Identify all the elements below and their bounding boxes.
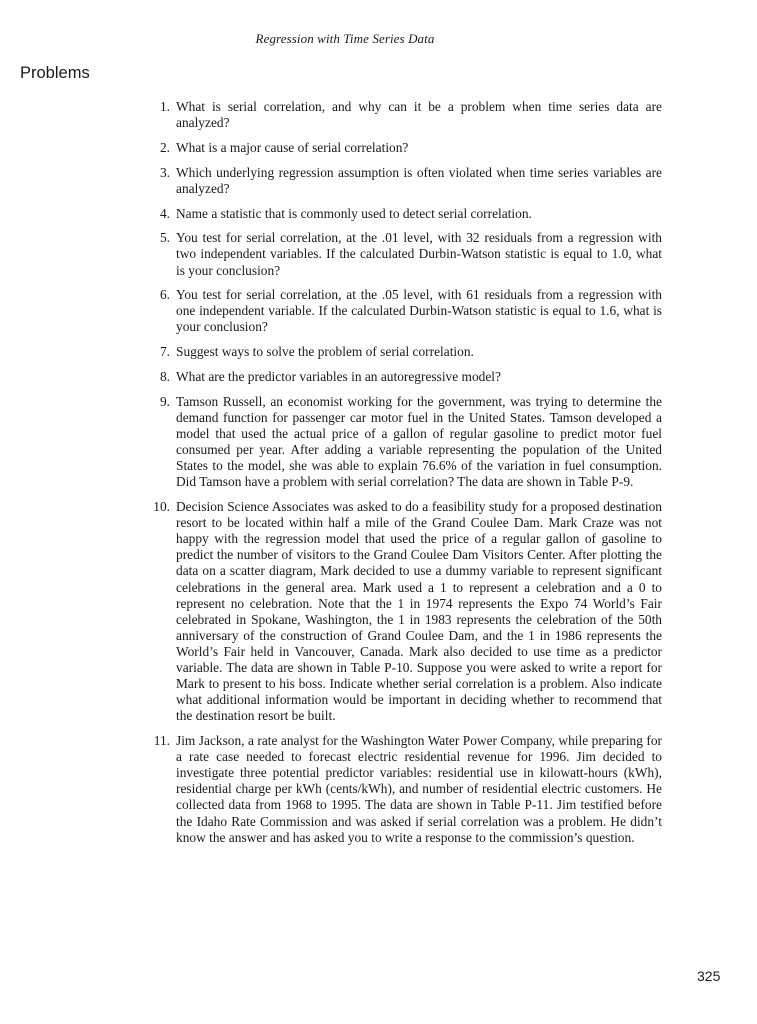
problem-text: Jim Jackson, a rate analyst for the Washington Water Power Company, while preparing for a rate case needed to forecast electric residential revenue for 1996. Jim decided to investigate three potential predictor variables: residential use in kilowatt-hours (kWh), residential charge per kWh (cents/kWh), and number of residential electric customers. He collected data from 1968 to 1995. The data are shown in Table P-11. Jim testified before the Idaho Rate Commission and was asked if serial correlation was a problem. He didn’t know the answer and has asked you to write a response to the commission’s question. — [176, 733, 662, 845]
problem-text: You test for serial correlation, at the .01 level, with 32 residuals from a regression with two independent variables. If the calculated Durbin-Watson statistic is equal to 1.0, what is your conclusion? — [176, 230, 662, 278]
problem-text: Which underlying regression assumption is often violated when time series variables are analyzed? — [176, 164, 662, 196]
problem-number: 9. — [159, 393, 170, 409]
problem-text: What are the predictor variables in an autoregressive model? — [176, 369, 501, 385]
problem-number: 7. — [159, 344, 170, 360]
problem-number: 5. — [159, 230, 170, 246]
running-head: Regression with Time Series Data — [255, 31, 435, 46]
problem-list — [140, 99, 662, 854]
problem-number: 11. — [153, 733, 170, 749]
section-title: Problems — [20, 64, 90, 82]
problem-text: What is a major cause of serial correlation? — [176, 139, 409, 155]
problem-item — [140, 230, 662, 278]
problem-text: What is serial correlation, and why can it be a problem when time series data are analyzed? — [176, 99, 662, 131]
problem-number: 4. — [159, 205, 170, 221]
problem-text: You test for serial correlation, at the .05 level, with 61 residuals from a regression with one independent variable. If the calculated Durbin-Watson statistic is equal to 1.6, what is your conclusion? — [176, 287, 662, 335]
problem-item — [140, 394, 662, 491]
problem-number: 1. — [159, 99, 170, 114]
problem-item — [140, 140, 662, 156]
problem-item — [140, 165, 662, 197]
problem-item — [140, 206, 662, 222]
problem-number: 10. — [153, 499, 170, 515]
problem-text: Tamson Russell, an economist working for the government, was trying to determine the demand function for passenger car motor fuel in the United States. Tamson developed a model that used the actual price of a gallon of regular gasoline to predict motor fuel consumed per year. After adding a variable representing the population of the United States to the model, she was able to explain 76.6% of the variation in fuel consumption. Did Tamson have a problem with serial correlation? The data are shown in Table P-9. — [176, 393, 662, 490]
problem-number: 8. — [159, 369, 170, 385]
problem-number: 6. — [159, 287, 170, 303]
problem-text: Name a statistic that is commonly used to detect serial correlation. — [176, 205, 532, 221]
problem-text: Decision Science Associates was asked to do a feasibility study for a proposed destination resort to be located within half a mile of the Grand Coulee Dam. Mark Craze was not happy with the regression model that used the price of a regular gallon of gasoline to predict the number of visitors to the Grand Coulee Dam Visitors Center. After plotting the data on a scatter diagram, Mark decided to use a dummy variable to represent significant celebrations in the general area. Mark used a 1 to represent a celebration and a 0 to represent no celebration. Note that the 1 in 1974 represents the Expo 74 World’s Fair celebrated in Spokane, Washington, the 1 in 1983 represents the celebration of the 50th anniversary of the construction of Grand Coulee Dam, and the 1 in 1986 represents the World’s Fair held in Vancouver, Canada. Mark also decided to use time as a predictor variable. The data are shown in Table P-10. Suppose you were asked to write a report for Mark to present to his boss. Indicate whether serial correlation is a problem. Also indicate what additional information would be important in deciding whether to recommend that the destination resort be built. — [176, 499, 662, 724]
problem-item — [140, 99, 662, 131]
problem-number: 2. — [159, 139, 170, 155]
problem-item — [140, 344, 662, 360]
page-number: 325 — [697, 968, 721, 984]
problem-item — [140, 369, 662, 385]
problem-text: Suggest ways to solve the problem of serial correlation. — [176, 344, 474, 360]
problem-item — [140, 733, 662, 846]
problem-item — [140, 499, 662, 724]
problem-item — [140, 287, 662, 335]
problem-number: 3. — [159, 164, 170, 180]
